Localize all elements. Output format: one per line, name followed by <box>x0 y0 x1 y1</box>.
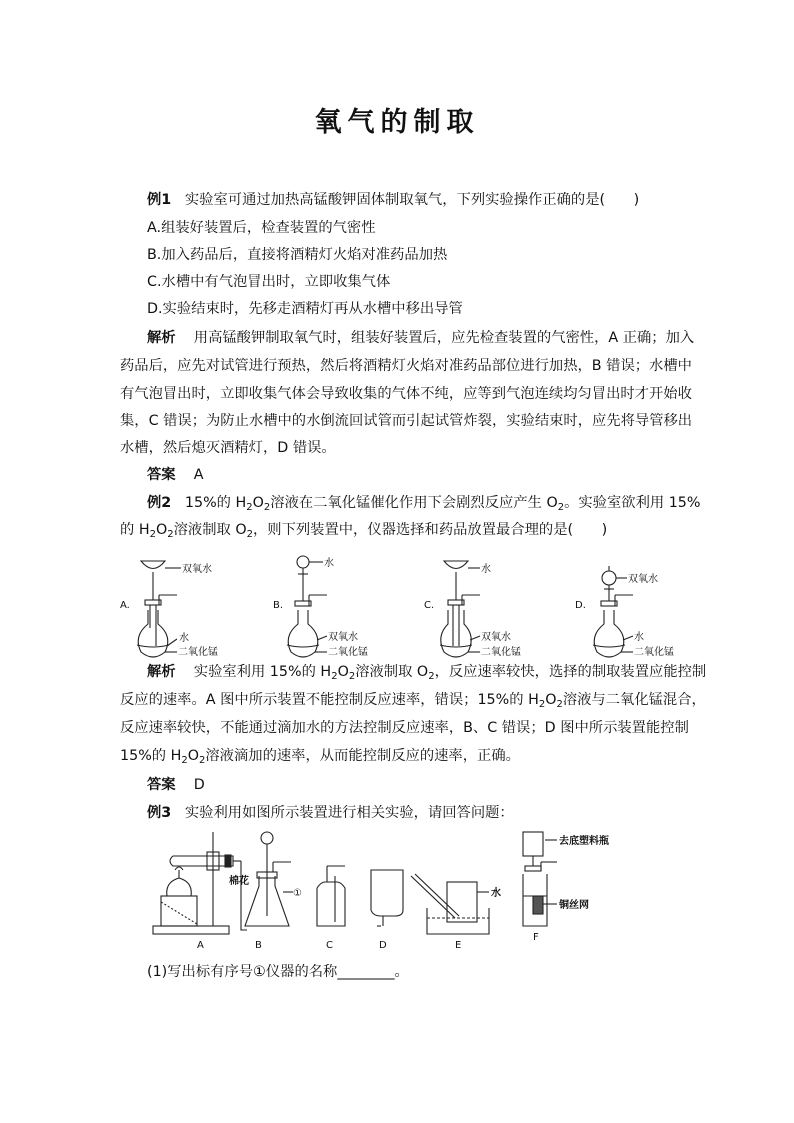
apparatus-b-mid-label: 双氧水 <box>328 632 358 643</box>
apparatus-c <box>440 561 480 657</box>
apparatus-c-letter: C. <box>424 600 435 611</box>
ex1-option-c: C.水槽中有气泡冒出时，立即收集气体 <box>147 274 391 290</box>
apparatus-b-top-label: 水 <box>324 558 334 569</box>
ex1-option-d: D.实验结束时，先移走酒精灯再从水槽中移出导管 <box>147 301 463 317</box>
ex1-answer-line <box>147 465 204 485</box>
ex1-question: 实验室可通过加热高锰酸钾固体制取氧气，下列实验操作正确的是( ) <box>184 192 640 208</box>
ex1-answer-label: 答案 <box>147 467 176 483</box>
ex1-analysis-line-1 <box>147 328 694 348</box>
ex2-analysis-label: 解析 <box>147 664 176 680</box>
ex3-label-d: D <box>379 940 387 951</box>
apparatus-ex3-b <box>245 832 293 926</box>
ex3-label-water: 水 <box>491 888 501 899</box>
ex3-label-a: A <box>197 940 204 951</box>
apparatus-d-top-label: 双氧水 <box>628 574 658 585</box>
ex1-analysis-label: 解析 <box>147 330 176 346</box>
ex3-label-f: F <box>533 932 539 943</box>
ex1-option-b: B.加入药品后，直接将酒精灯火焰对准药品加热 <box>147 247 448 263</box>
ex1-analysis-line-3: 有气泡冒出时，立即收集气体会导致收集的气体不纯，应等到气泡连续均匀冒出时才开始收 <box>120 386 692 402</box>
ex3-label-mesh: 铜丝网 <box>559 900 589 911</box>
ex2-answer: D <box>193 777 205 793</box>
ex3-subquestion-1: (1)写出标有序号①仪器的名称________。 <box>147 964 409 980</box>
apparatus-c-bot-label: 二氧化锰 <box>481 647 521 658</box>
apparatus-c-top-label: 水 <box>481 564 491 575</box>
apparatus-ex3-f <box>523 832 557 926</box>
ex2-analysis-line-2: 反应的速率。A 图中所示装置不能控制反应速率，错误；15%的 $H_2O_2$溶液与二氧化锰混合， <box>120 692 706 710</box>
apparatus-ex3-c <box>317 866 345 926</box>
ex2-analysis-line-1: 解析 实验室利用 15%的 $H_2O_2$溶液制取 $O_2$，反应速率较快，选择的制取装置应能控制 <box>147 664 707 682</box>
ex3-label-bottle: 去底塑料瓶 <box>559 836 609 847</box>
apparatus-d-mid-label: 水 <box>634 632 644 643</box>
ex3-label: 例3 <box>147 805 172 821</box>
ex1-analysis-line-4: 集，C 错误；为防止水槽中的水倒流回试管而引起试管炸裂，实验结束时，应先将导管移出 <box>120 413 693 429</box>
ex3-apparatus-diagram <box>145 826 645 954</box>
apparatus-d-letter: D. <box>575 600 586 611</box>
ex3-label-cotton: 棉花 <box>229 876 249 887</box>
ex1-option-a: A.组装好装置后，检查装置的气密性 <box>147 220 376 236</box>
apparatus-ex3-d <box>371 870 403 926</box>
ex1-answer: A <box>193 467 204 483</box>
ex3-label-b: B <box>255 940 262 951</box>
ex2-question-line-1: 例2 15%的 $H_2O_2$溶液在二氧化锰催化作用下会剧烈反应产生 $O_2$。实验室欲利用 15% <box>147 495 701 513</box>
ex1-analysis-line-2: 药品后，应先对试管进行预热，然后将酒精灯火焰对准药品部位进行加热，B 错误；水槽中 <box>120 358 692 374</box>
ex3-label-e: E <box>455 940 462 951</box>
ex1-analysis-text-1: 用高锰酸钾制取氧气时，组装好装置后，应先检查装置的气密性，A 正确；加入 <box>193 330 695 346</box>
apparatus-d <box>593 566 633 657</box>
apparatus-a <box>137 561 181 657</box>
apparatus-a-top-label: 双氧水 <box>182 564 212 575</box>
apparatus-c-mid-label: 双氧水 <box>481 632 511 643</box>
ex2-analysis-line-3: 反应速率较快，不能通过滴加水的方法控制反应速率，B、C 错误；D 图中所示装置能控制 <box>120 720 689 736</box>
apparatus-d-bot-label: 二氧化锰 <box>634 647 674 658</box>
ex1-label: 例1 <box>147 192 172 208</box>
apparatus-a-bot-label: 二氧化锰 <box>178 647 218 658</box>
apparatus-ex3-e <box>411 874 489 934</box>
ex2-apparatus-diagram <box>115 548 695 663</box>
apparatus-b <box>287 556 327 657</box>
ex2-question-line-2: 的 $H_2O_2$溶液制取 $O_2$，则下列装置中，仪器选择和药品放置最合理的是( ) <box>120 522 608 540</box>
ex2-analysis-line-4: 15%的 $H_2O_2$溶液滴加的速率，从而能控制反应的速率，正确。 <box>120 748 520 766</box>
ex2-label: 例2 <box>147 495 172 511</box>
ex1-analysis-line-5: 水槽，然后熄灭酒精灯，D 错误。 <box>120 440 336 456</box>
ex3-label-c: C <box>326 940 333 951</box>
apparatus-b-bot-label: 二氧化锰 <box>328 647 368 658</box>
apparatus-a-letter: A. <box>120 600 130 611</box>
page-title: 氧气的制取 <box>314 107 480 138</box>
apparatus-a-mid-label: 水 <box>179 633 189 644</box>
ex2-answer-label: 答案 <box>147 777 176 793</box>
apparatus-b-letter: B. <box>273 600 284 611</box>
ex2-answer-line <box>147 775 205 795</box>
ex1-question-line <box>147 190 639 210</box>
ex3-question-line <box>147 803 514 823</box>
ex3-label-circle1: ① <box>293 888 302 899</box>
ex3-question: 实验利用如图所示装置进行相关实验，请回答问题： <box>184 805 514 821</box>
